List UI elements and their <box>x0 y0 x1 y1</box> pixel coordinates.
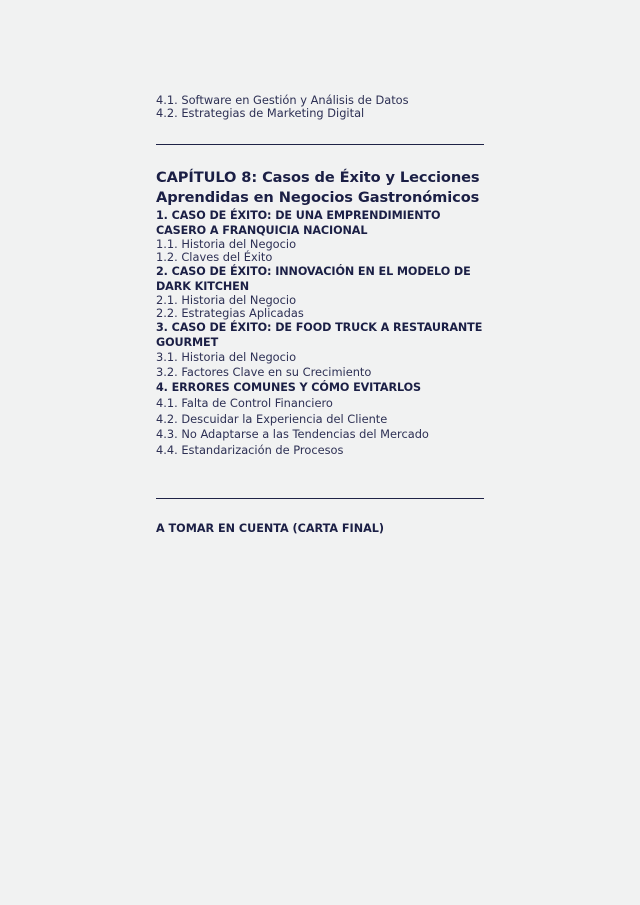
section-1 <box>156 208 486 264</box>
section-3 <box>156 320 486 380</box>
toc-item: 2.1. Historia del Negocio <box>156 293 297 307</box>
toc-item: 1.2. Claves del Éxito <box>156 250 273 264</box>
toc-item: 4.1. Software en Gestión y Análisis de Datos <box>156 93 409 107</box>
toc-item: 4.4. Estandarización de Procesos <box>156 442 344 457</box>
final-heading: A TOMAR EN CUENTA (CARTA FINAL) <box>156 522 384 535</box>
divider-line <box>156 498 484 499</box>
toc-item: 4.1. Falta de Control Financiero <box>156 396 333 410</box>
divider-line <box>156 144 484 145</box>
toc-item: 4.3. No Adaptarse a las Tendencias del Mercado <box>156 427 429 441</box>
section-2 <box>156 264 486 320</box>
section-heading: 1. CASO DE ÉXITO: DE UNA EMPRENDIMIENTO CASERO A FRANQUICIA NACIONAL <box>156 209 441 237</box>
table-of-contents <box>156 94 486 536</box>
top-subsection-list <box>156 94 486 120</box>
chapter-title: CAPÍTULO 8: Casos de Éxito y Lecciones Aprendidas en Negocios Gastronómicos <box>156 169 480 206</box>
section-heading: 3. CASO DE ÉXITO: DE FOOD TRUCK A RESTAURANTE GOURMET <box>156 321 483 349</box>
toc-item: 4.2. Estrategias de Marketing Digital <box>156 106 365 120</box>
toc-item: 4.2. Descuidar la Experiencia del Cliente <box>156 411 388 426</box>
toc-item: 1.1. Historia del Negocio <box>156 237 297 251</box>
toc-item: 3.1. Historia del Negocio <box>156 350 297 364</box>
section-heading: 4. ERRORES COMUNES Y CÓMO EVITARLOS <box>156 381 421 394</box>
toc-item: 2.2. Estrategias Aplicadas <box>156 306 304 320</box>
toc-item: 3.2. Factores Clave en su Crecimiento <box>156 365 372 379</box>
section-4 <box>156 380 486 458</box>
section-heading: 2. CASO DE ÉXITO: INNOVACIÓN EN EL MODELO DE DARK KITCHEN <box>156 265 471 293</box>
